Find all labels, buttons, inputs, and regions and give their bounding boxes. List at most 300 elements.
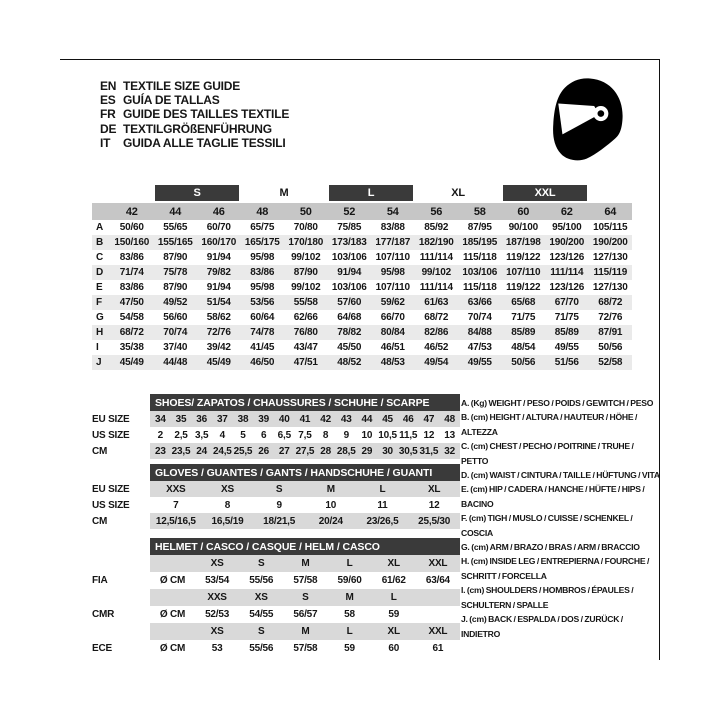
measurement-cell: 72/76 bbox=[598, 312, 623, 323]
size-cell: M bbox=[283, 555, 327, 572]
measurement-cell: 95/98 bbox=[250, 282, 275, 293]
size-band-XXL: XXL bbox=[502, 185, 589, 202]
helmet-size-cell: 56/57 bbox=[293, 609, 318, 620]
glove-size-cell: XXS bbox=[150, 481, 202, 497]
label-gutter bbox=[92, 555, 150, 572]
measurement-cell: 56/60 bbox=[163, 312, 188, 323]
size-cell: XS bbox=[195, 623, 239, 640]
shoe-size-cell: 13 bbox=[444, 429, 455, 441]
measurement-cell: 66/70 bbox=[380, 312, 405, 323]
measurement-cell: 71/75 bbox=[511, 312, 536, 323]
measurement-cell: 84/88 bbox=[458, 325, 502, 340]
measurement-cell: 105/115 bbox=[593, 222, 628, 233]
measurement-row bbox=[92, 325, 632, 340]
measurement-cell: 70/80 bbox=[293, 222, 318, 233]
size-cell: 64 bbox=[589, 202, 633, 220]
measurement-cell: 48/52 bbox=[328, 355, 372, 370]
table-title: HELMET / CASCO / CASQUE / HELM / CASCO bbox=[150, 538, 460, 555]
measurement-cell: 91/94 bbox=[206, 252, 231, 263]
helmet-values-row bbox=[92, 572, 460, 589]
size-cell: 42 bbox=[110, 202, 154, 220]
legend-item: E. (cm) HIP / CADERA / HANCHE / HÜFTE / HIPS / BACINO bbox=[461, 484, 645, 509]
measurement-cell: 107/110 bbox=[375, 282, 410, 293]
measurement-cell: 59/62 bbox=[371, 295, 415, 310]
standard-label: FIA bbox=[92, 572, 150, 589]
measurement-cell: 111/114 bbox=[419, 252, 453, 263]
measurement-cell: 95/98 bbox=[250, 252, 275, 263]
helmet-sizes-row bbox=[92, 623, 460, 640]
size-cell bbox=[150, 623, 195, 640]
measurement-row bbox=[92, 250, 632, 265]
measurement-cell: 76/80 bbox=[284, 325, 328, 340]
language-code: EN bbox=[100, 79, 117, 94]
shoe-size-cell: 24,5 bbox=[212, 443, 233, 459]
measurement-cell: 80/84 bbox=[371, 325, 415, 340]
shoe-size-cell: 42 bbox=[315, 411, 336, 427]
glove-size-cell: 12,5/16,5 bbox=[150, 513, 202, 529]
size-cell: S bbox=[283, 589, 327, 606]
measurement-cell: 50/60 bbox=[119, 222, 144, 233]
shoe-size-cell: 46 bbox=[398, 411, 419, 427]
main-size-table bbox=[92, 185, 632, 370]
legend-item: F. (cm) TIGH / MUSLO / CUISSE / SCHENKEL / COSCIA bbox=[461, 513, 633, 538]
measurement-cell: 49/54 bbox=[415, 355, 459, 370]
size-cell: 60 bbox=[502, 202, 546, 220]
row-letter: I bbox=[96, 342, 99, 353]
glove-size-cell: 9 bbox=[276, 499, 282, 511]
measurement-cell: 87/90 bbox=[163, 252, 188, 263]
shoe-size-cell: 24 bbox=[191, 443, 212, 459]
shoe-size-cell: 30,5 bbox=[398, 443, 419, 459]
size-cell: 56 bbox=[415, 202, 459, 220]
legend-item: A. (Kg) WEIGHT / PESO / POIDS / GEWITCH / PESO bbox=[461, 398, 654, 408]
measurement-cell: 75/78 bbox=[154, 265, 198, 280]
legend-item: B. (cm) HEIGHT / ALTURA / HAUTEUR / HÖHE / ALTEZZA bbox=[461, 412, 638, 437]
measurement-cell: 55/58 bbox=[284, 295, 328, 310]
measurement-cell: 190/200 bbox=[545, 235, 589, 250]
size-row bbox=[92, 497, 460, 513]
measurement-cell: 47/53 bbox=[467, 342, 492, 353]
shoe-size-cell: 32 bbox=[439, 443, 460, 459]
language-code: ES bbox=[100, 93, 116, 108]
table-title-row bbox=[92, 538, 460, 555]
size-cell: 46 bbox=[197, 202, 241, 220]
shoe-size-cell: 35 bbox=[171, 411, 192, 427]
measurement-cell: 103/106 bbox=[331, 282, 367, 293]
legend-item: H. (cm) INSIDE LEG / ENTREPIERNA / FOURCHE / SCHRITT / FORCELLA bbox=[461, 556, 650, 581]
guide-title: GUIDA ALLE TAGLIE TESSILI bbox=[123, 135, 286, 150]
language-code: FR bbox=[100, 107, 116, 122]
measurement-row bbox=[92, 280, 632, 295]
measurement-cell: 46/50 bbox=[241, 355, 285, 370]
numeric-sizes-row bbox=[92, 202, 632, 220]
measurement-cell: 160/170 bbox=[197, 235, 241, 250]
shoes-size-table bbox=[92, 394, 460, 459]
helmet-sizes-row bbox=[92, 589, 460, 606]
measurement-cell: 91/94 bbox=[206, 282, 231, 293]
shoe-size-cell: 28 bbox=[315, 443, 336, 459]
measurement-cell: 68/72 bbox=[110, 325, 154, 340]
measurement-cell: 46/52 bbox=[424, 342, 449, 353]
glove-size-cell: 18/21,5 bbox=[253, 513, 305, 529]
measurement-cell: 115/118 bbox=[462, 252, 497, 263]
measurement-cell: 123/126 bbox=[549, 252, 585, 263]
size-row bbox=[92, 443, 460, 459]
language-code: DE bbox=[100, 121, 117, 136]
size-cell: XS bbox=[195, 555, 239, 572]
language-row bbox=[100, 79, 289, 93]
label-gutter bbox=[92, 538, 150, 555]
size-cell: XS bbox=[239, 589, 283, 606]
guide-title: TEXTILE SIZE GUIDE bbox=[123, 79, 241, 94]
helmet-size-cell: 55/56 bbox=[249, 575, 274, 586]
row-letter: G bbox=[96, 312, 104, 323]
helmet-size-cell: 53/54 bbox=[205, 575, 230, 586]
shoe-size-cell: 34 bbox=[150, 411, 171, 427]
measurement-cell: 53/56 bbox=[241, 295, 285, 310]
glove-size-cell: 8 bbox=[224, 499, 231, 511]
standard-label: ECE bbox=[92, 640, 150, 657]
measurement-cell: 67/70 bbox=[545, 295, 589, 310]
measurement-cell: 57/60 bbox=[328, 295, 372, 310]
shoe-size-cell: 36 bbox=[191, 411, 212, 427]
glove-size-cell: 11 bbox=[377, 499, 388, 511]
row-label: US SIZE bbox=[92, 497, 150, 513]
glove-size-cell: 10 bbox=[325, 499, 337, 511]
size-band-row bbox=[92, 185, 632, 202]
size-cell: S bbox=[239, 623, 283, 640]
measurement-cell: 61/63 bbox=[415, 295, 459, 310]
shoe-size-cell: 41 bbox=[295, 411, 316, 427]
helmet-size-cell: 59/60 bbox=[337, 575, 362, 586]
row-letter: B bbox=[92, 235, 110, 250]
helmet-values-row bbox=[92, 640, 460, 657]
diameter-unit: Ø CM bbox=[159, 609, 186, 620]
legend-item: C. (cm) CHEST / PECHO / POITRINE / TRUHE / PETTO bbox=[461, 441, 634, 466]
measurement-cell: 190/200 bbox=[589, 235, 633, 250]
measurement-cell: 74/78 bbox=[241, 325, 285, 340]
guide-title: GUÍA DE TALLAS bbox=[123, 93, 220, 108]
size-band-M: M bbox=[241, 185, 328, 202]
measurement-cell: 173/183 bbox=[328, 235, 372, 250]
measurement-cell: 75/85 bbox=[337, 222, 362, 233]
row-letter: F bbox=[92, 295, 110, 310]
shoe-size-cell: 2,5 bbox=[174, 429, 188, 441]
measurement-cell: 68/72 bbox=[424, 312, 449, 323]
language-row bbox=[100, 136, 289, 150]
shoe-size-cell: 23,5 bbox=[171, 443, 192, 459]
shoe-size-cell: 3,5 bbox=[195, 429, 209, 441]
measurement-cell: 85/89 bbox=[545, 325, 589, 340]
measurement-cell: 60/64 bbox=[250, 312, 275, 323]
measurement-cell: 45/50 bbox=[337, 342, 362, 353]
row-label: EU SIZE bbox=[92, 411, 150, 427]
measurement-cell: 187/198 bbox=[502, 235, 546, 250]
measurement-cell: 39/42 bbox=[206, 342, 231, 353]
helmet-icon bbox=[548, 76, 632, 172]
shoe-size-cell: 43 bbox=[336, 411, 357, 427]
shoe-size-cell: 8 bbox=[322, 429, 329, 441]
helmet-size-cell: 59 bbox=[388, 609, 400, 620]
size-cell: 58 bbox=[458, 202, 502, 220]
helmet-size-cell bbox=[416, 606, 460, 623]
label-gutter bbox=[92, 185, 110, 202]
size-cell: 48 bbox=[241, 202, 285, 220]
row-label: EU SIZE bbox=[92, 481, 150, 497]
measurement-cell: 65/68 bbox=[502, 295, 546, 310]
shoe-size-cell: 6,5 bbox=[277, 429, 291, 441]
row-letter: H bbox=[92, 325, 110, 340]
size-cell bbox=[416, 589, 460, 606]
measurement-legend bbox=[461, 396, 660, 641]
measurement-cell: 123/126 bbox=[549, 282, 585, 293]
shoe-size-cell: 38 bbox=[233, 411, 254, 427]
measurement-cell: 87/91 bbox=[589, 325, 633, 340]
helmet-size-cell: 57/58 bbox=[293, 643, 318, 654]
size-cell: 62 bbox=[545, 202, 589, 220]
measurement-cell: 99/102 bbox=[291, 252, 321, 263]
size-cell: 50 bbox=[284, 202, 328, 220]
shoe-size-cell: 10 bbox=[361, 429, 373, 441]
shoe-size-cell: 28,5 bbox=[336, 443, 357, 459]
measurement-cell: 51/56 bbox=[545, 355, 589, 370]
size-cell: XXL bbox=[416, 623, 460, 640]
measurement-cell: 99/102 bbox=[291, 282, 321, 293]
shoe-size-cell: 23 bbox=[150, 443, 171, 459]
helmet-size-cell: 61 bbox=[432, 643, 444, 654]
measurement-cell: 44/48 bbox=[154, 355, 198, 370]
size-cell: XL bbox=[372, 555, 416, 572]
size-cell bbox=[150, 589, 195, 606]
measurement-cell: 46/51 bbox=[380, 342, 405, 353]
row-label: CM bbox=[92, 443, 150, 459]
helmet-size-cell: 57/58 bbox=[293, 575, 318, 586]
measurement-cell: 111/114 bbox=[545, 265, 589, 280]
measurement-cell: 107/110 bbox=[502, 265, 546, 280]
shoe-size-cell: 2 bbox=[157, 429, 164, 441]
band-spacer bbox=[589, 185, 633, 202]
legend-item: D. (cm) WAIST / CINTURA / TAILLE / HÜFTUNG / VITA bbox=[461, 470, 660, 481]
shoe-size-cell: 37 bbox=[212, 411, 233, 427]
shoe-size-cell: 47 bbox=[419, 411, 440, 427]
measurement-cell: 185/195 bbox=[458, 235, 502, 250]
shoe-size-cell: 39 bbox=[253, 411, 274, 427]
measurement-cell: 82/86 bbox=[415, 325, 459, 340]
measurement-cell: 35/38 bbox=[119, 342, 144, 353]
language-row bbox=[100, 107, 289, 121]
helmet-size-cell: 61/62 bbox=[381, 575, 406, 586]
size-row bbox=[92, 427, 460, 443]
measurement-cell: 43/47 bbox=[293, 342, 318, 353]
helmet-size-cell: 52/53 bbox=[205, 609, 230, 620]
measurement-cell: 87/90 bbox=[163, 282, 188, 293]
row-label: CM bbox=[92, 513, 150, 529]
measurement-cell: 72/76 bbox=[197, 325, 241, 340]
glove-size-cell: XS bbox=[202, 481, 254, 497]
glove-size-cell: 16,5/19 bbox=[202, 513, 254, 529]
guide-title: TEXTILGRÖßENFÜHRUNG bbox=[123, 121, 272, 136]
glove-size-cell: M bbox=[305, 481, 357, 497]
measurement-cell: 103/106 bbox=[458, 265, 502, 280]
shoe-size-cell: 30 bbox=[377, 443, 398, 459]
language-code: IT bbox=[100, 135, 111, 150]
shoe-size-cell: 40 bbox=[274, 411, 295, 427]
glove-size-cell: L bbox=[357, 481, 409, 497]
measurement-cell: 41/45 bbox=[250, 342, 275, 353]
shoe-size-cell: 11,5 bbox=[399, 429, 418, 441]
top-border-line bbox=[60, 59, 660, 60]
table-title: GLOVES / GUANTES / GANTS / HANDSCHUHE / GUANTI bbox=[150, 464, 460, 481]
glove-size-cell: XL bbox=[408, 481, 460, 497]
size-cell: S bbox=[239, 555, 283, 572]
measurement-cell: 83/86 bbox=[119, 282, 144, 293]
row-letter: A bbox=[96, 222, 104, 233]
helmet-size-cell: 59 bbox=[344, 643, 355, 654]
measurement-cell: 37/40 bbox=[163, 342, 188, 353]
measurement-cell: 78/82 bbox=[328, 325, 372, 340]
shoe-size-cell: 44 bbox=[357, 411, 378, 427]
label-gutter bbox=[92, 394, 150, 411]
measurement-cell: 95/98 bbox=[371, 265, 415, 280]
measurement-cell: 182/190 bbox=[415, 235, 459, 250]
measurement-cell: 83/86 bbox=[119, 252, 144, 263]
shoe-size-cell: 27 bbox=[274, 443, 295, 459]
shoe-size-cell: 5 bbox=[240, 429, 246, 441]
measurement-cell: 55/65 bbox=[163, 222, 188, 233]
label-gutter bbox=[92, 589, 150, 606]
shoe-size-cell: 26 bbox=[253, 443, 274, 459]
measurement-cell: 165/175 bbox=[241, 235, 285, 250]
legend-item: J. (cm) BACK / ESPALDA / DOS / ZURÜCK / INDIETRO bbox=[461, 614, 623, 639]
row-letter: D bbox=[92, 265, 110, 280]
size-cell: M bbox=[327, 589, 371, 606]
helmet-size-cell: 54/55 bbox=[249, 609, 274, 620]
measurement-row bbox=[92, 295, 632, 310]
measurement-cell: 71/74 bbox=[110, 265, 154, 280]
label-gutter bbox=[92, 464, 150, 481]
shoe-size-cell: 9 bbox=[343, 429, 349, 441]
size-cell: 44 bbox=[154, 202, 198, 220]
measurement-cell: 107/110 bbox=[375, 252, 410, 263]
measurement-cell: 48/54 bbox=[511, 342, 536, 353]
measurement-cell: 150/160 bbox=[110, 235, 154, 250]
measurement-row bbox=[92, 220, 632, 235]
size-band-S: S bbox=[154, 185, 241, 202]
size-cell: 52 bbox=[328, 202, 372, 220]
shoe-size-cell: 10,5 bbox=[378, 429, 397, 441]
measurement-cell: 68/72 bbox=[589, 295, 633, 310]
measurement-cell: 85/92 bbox=[424, 222, 449, 233]
size-row bbox=[92, 513, 460, 529]
helmet-values-row bbox=[92, 606, 460, 623]
standard-label: CMR bbox=[92, 606, 150, 623]
measurement-cell: 103/106 bbox=[331, 252, 367, 263]
shoe-size-cell: 4 bbox=[219, 429, 225, 441]
guide-title: GUIDE DES TAILLES TEXTILE bbox=[123, 107, 290, 122]
size-cell bbox=[150, 555, 195, 572]
measurement-cell: 50/56 bbox=[502, 355, 546, 370]
legend-item: I. (cm) SHOULDERS / HOMBROS / ÉPAULES / SCHULTERN / SPALLE bbox=[461, 585, 634, 610]
size-cell: 54 bbox=[371, 202, 415, 220]
size-band-XL: XL bbox=[415, 185, 502, 202]
measurement-cell: 127/130 bbox=[592, 282, 628, 293]
measurement-cell: 83/86 bbox=[241, 265, 285, 280]
measurement-cell: 95/100 bbox=[552, 222, 582, 233]
measurement-cell: 51/54 bbox=[197, 295, 241, 310]
helmet-size-cell: 58 bbox=[344, 609, 355, 620]
helmet-size-cell: 63/64 bbox=[425, 575, 450, 586]
measurement-cell: 79/82 bbox=[197, 265, 241, 280]
shoe-size-cell: 29 bbox=[357, 443, 378, 459]
measurement-row bbox=[92, 310, 632, 325]
measurement-row bbox=[92, 355, 632, 370]
measurement-cell: 85/89 bbox=[502, 325, 546, 340]
measurement-row bbox=[92, 265, 632, 280]
size-row bbox=[92, 481, 460, 497]
table-title: SHOES/ ZAPATOS / CHAUSSURES / SCHUHE / SCARPE bbox=[150, 394, 460, 411]
language-row bbox=[100, 122, 289, 136]
measurement-cell: 115/119 bbox=[589, 265, 633, 280]
measurement-cell: 60/70 bbox=[206, 222, 231, 233]
measurement-cell: 64/68 bbox=[337, 312, 362, 323]
measurement-cell: 52/58 bbox=[589, 355, 633, 370]
measurement-cell: 50/56 bbox=[598, 342, 623, 353]
measurement-cell: 65/75 bbox=[250, 222, 275, 233]
measurement-cell: 54/58 bbox=[119, 312, 144, 323]
helmet-size-table bbox=[92, 538, 460, 657]
measurement-cell: 111/114 bbox=[419, 282, 453, 293]
size-cell: XXL bbox=[416, 555, 460, 572]
measurement-row bbox=[92, 235, 632, 250]
helmet-size-cell: 55/56 bbox=[249, 643, 274, 654]
glove-size-cell: 20/24 bbox=[305, 513, 357, 529]
measurement-cell: 90/100 bbox=[508, 222, 538, 233]
measurement-cell: 49/52 bbox=[154, 295, 198, 310]
measurement-cell: 47/51 bbox=[284, 355, 328, 370]
measurement-cell: 119/122 bbox=[506, 252, 541, 263]
glove-size-cell: 12 bbox=[428, 499, 440, 511]
diameter-unit: Ø CM bbox=[159, 575, 186, 586]
label-gutter bbox=[92, 202, 110, 220]
legend-item: G. (cm) ARM / BRAZO / BRAS / ARM / BRACCIO bbox=[461, 542, 640, 553]
table-title-row bbox=[92, 464, 460, 481]
measurement-cell: 71/75 bbox=[554, 312, 579, 323]
shoe-size-cell: 25,5 bbox=[233, 443, 254, 459]
measurement-cell: 48/53 bbox=[371, 355, 415, 370]
language-list bbox=[100, 79, 289, 150]
shoe-size-cell: 45 bbox=[377, 411, 398, 427]
measurement-cell: 63/66 bbox=[458, 295, 502, 310]
measurement-cell: 91/94 bbox=[328, 265, 372, 280]
measurement-row bbox=[92, 340, 632, 355]
measurement-cell: 49/55 bbox=[458, 355, 502, 370]
label-gutter bbox=[92, 623, 150, 640]
row-letter: J bbox=[92, 355, 110, 370]
glove-size-cell: S bbox=[253, 481, 305, 497]
measurement-cell: 155/165 bbox=[154, 235, 198, 250]
measurement-cell: 119/122 bbox=[506, 282, 541, 293]
measurement-cell: 58/62 bbox=[206, 312, 231, 323]
row-label: US SIZE bbox=[92, 427, 150, 443]
size-cell: L bbox=[327, 555, 371, 572]
size-cell: L bbox=[372, 589, 416, 606]
measurement-cell: 62/66 bbox=[293, 312, 318, 323]
size-band-L: L bbox=[328, 185, 415, 202]
glove-size-cell: 7 bbox=[173, 499, 179, 511]
measurement-cell: 45/49 bbox=[110, 355, 154, 370]
measurement-cell: 99/102 bbox=[415, 265, 459, 280]
measurement-cell: 49/55 bbox=[554, 342, 579, 353]
